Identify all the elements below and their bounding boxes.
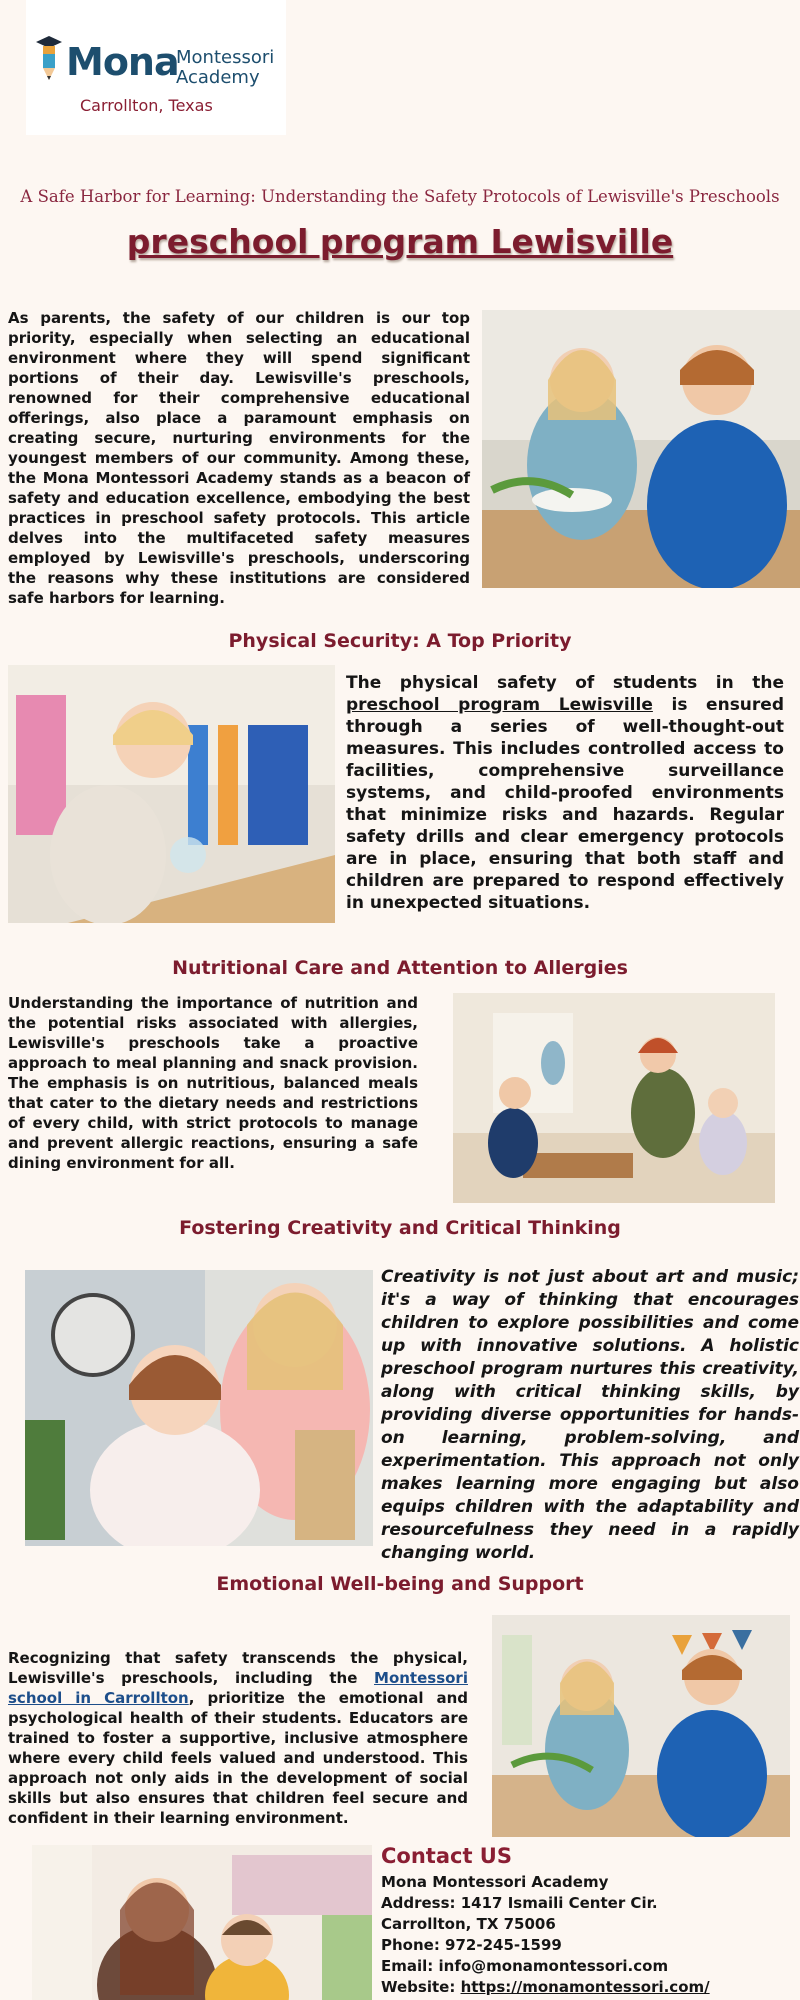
- emotional-text-after: , prioritize the emotional and psychological health of their students. Educators are trained to foster a supportive, inclusive atmosphere where every child feels valued and understood. This approach not only aids in the development of social skills but also ensures that children feel secure and confident in their learning environment.: [8, 1689, 469, 1827]
- logo-location: Carrollton, Texas: [80, 96, 213, 115]
- contact-email[interactable]: Email: info@monamontessori.com: [381, 1957, 669, 1975]
- tagline: A Safe Harbor for Learning: Understanding the Safety Protocols of Lewisville's Preschools: [20, 187, 780, 206]
- contact-address-line1: Address: 1417 Ismaili Center Cir.: [381, 1894, 658, 1912]
- contact-heading: Contact US: [381, 1844, 512, 1868]
- emotional-text-before: Recognizing that safety transcends the physical, Lewisville's preschools, including the: [8, 1649, 468, 1687]
- website-label: Website:: [381, 1978, 456, 1996]
- physical-security-heading: Physical Security: A Top Priority: [228, 630, 572, 652]
- creativity-paragraph: Creativity is not just about art and music; it's a way of thinking that encourages children to explore possibilities and come up with innovative solutions. A holistic preschool program nurtures this creativity, along with critical thinking skills, by providing diverse opportunities for hands-on learning, problem-solving, and experimentation. This approach not only makes learning more engaging but also equips children with the adaptability and resourcefulness they need in a rapidly changing world.: [381, 1267, 799, 1563]
- contact-phone[interactable]: Phone: 972-245-1599: [381, 1936, 562, 1954]
- physical-text-after: is ensured through a series of well-thought-out measures. This includes controlled access to facilities, comprehensive surveillance systems, and child-proofed environments that minimize risks and hazards. Regular safety drills and clear emergency protocols are in place, ensuring that both staff and children are prepared to respond effectively in unexpected situations.: [346, 695, 784, 913]
- logo-brand: Mona: [66, 40, 179, 84]
- physical-security-paragraph: [346, 672, 784, 914]
- intro-paragraph: As parents, the safety of our children is our top priority, especially when selecting an educational environment where they will spend significant portions of their day. Lewisville's preschools, renowned for their comprehensive educational offerings, also place a paramount emphasis on creating secure, nurturing environments for the youngest members of our community. Among these, the Mona Montessori Academy stands as a beacon of safety and education excellence, embodying the best practices in preschool safety protocols. This article delves into the multifaceted safety measures employed by Lewisville's preschools, underscoring the reasons why these institutions are considered safe harbors for learning.: [8, 309, 470, 607]
- emotional-heading: Emotional Well-being and Support: [216, 1573, 584, 1595]
- website-link[interactable]: https://monamontessori.com/: [460, 1978, 710, 1996]
- logo-sub-line2: Academy: [176, 67, 260, 88]
- page-title[interactable]: preschool program Lewisville: [126, 222, 674, 261]
- montessori-carrollton-link[interactable]: Montessori school in Carrollton: [8, 1669, 468, 1707]
- contact-website: [381, 1977, 791, 1998]
- contact-name: Mona Montessori Academy: [381, 1873, 609, 1891]
- physical-text-before: The physical safety of students in the: [346, 673, 784, 693]
- teacher-child-photo: [32, 1845, 372, 2000]
- children-gardening-photo: [492, 1615, 790, 1837]
- creativity-heading: Fostering Creativity and Critical Thinking: [179, 1217, 621, 1239]
- emotional-paragraph: [8, 1648, 468, 1828]
- montessori-classroom-photo: [453, 993, 775, 1203]
- toddler-classroom-photo: [8, 665, 335, 923]
- contact-details: [381, 1872, 791, 1998]
- logo-sub-line1: Montessori: [176, 47, 275, 68]
- graduation-cap-pencil-icon: [34, 34, 64, 84]
- mother-daughter-drawing-photo: [25, 1270, 373, 1546]
- nutrition-paragraph: Understanding the importance of nutrition and the potential risks associated with allergies, Lewisville's preschools take a proactive approach to meal planning and snack provision. The emphasis is on nutritious, balanced meals that cater to the dietary needs and restrictions of every child, with strict protocols to manage and prevent allergic reactions, ensuring a safe dining environment for all.: [8, 994, 418, 1172]
- children-playing-photo: [482, 310, 800, 588]
- nutrition-heading: Nutritional Care and Attention to Allergies: [172, 957, 628, 979]
- logo-subtitle: [176, 48, 274, 88]
- contact-address-line2: Carrollton, TX 75006: [381, 1915, 556, 1933]
- preschool-program-link[interactable]: preschool program Lewisville: [346, 695, 653, 715]
